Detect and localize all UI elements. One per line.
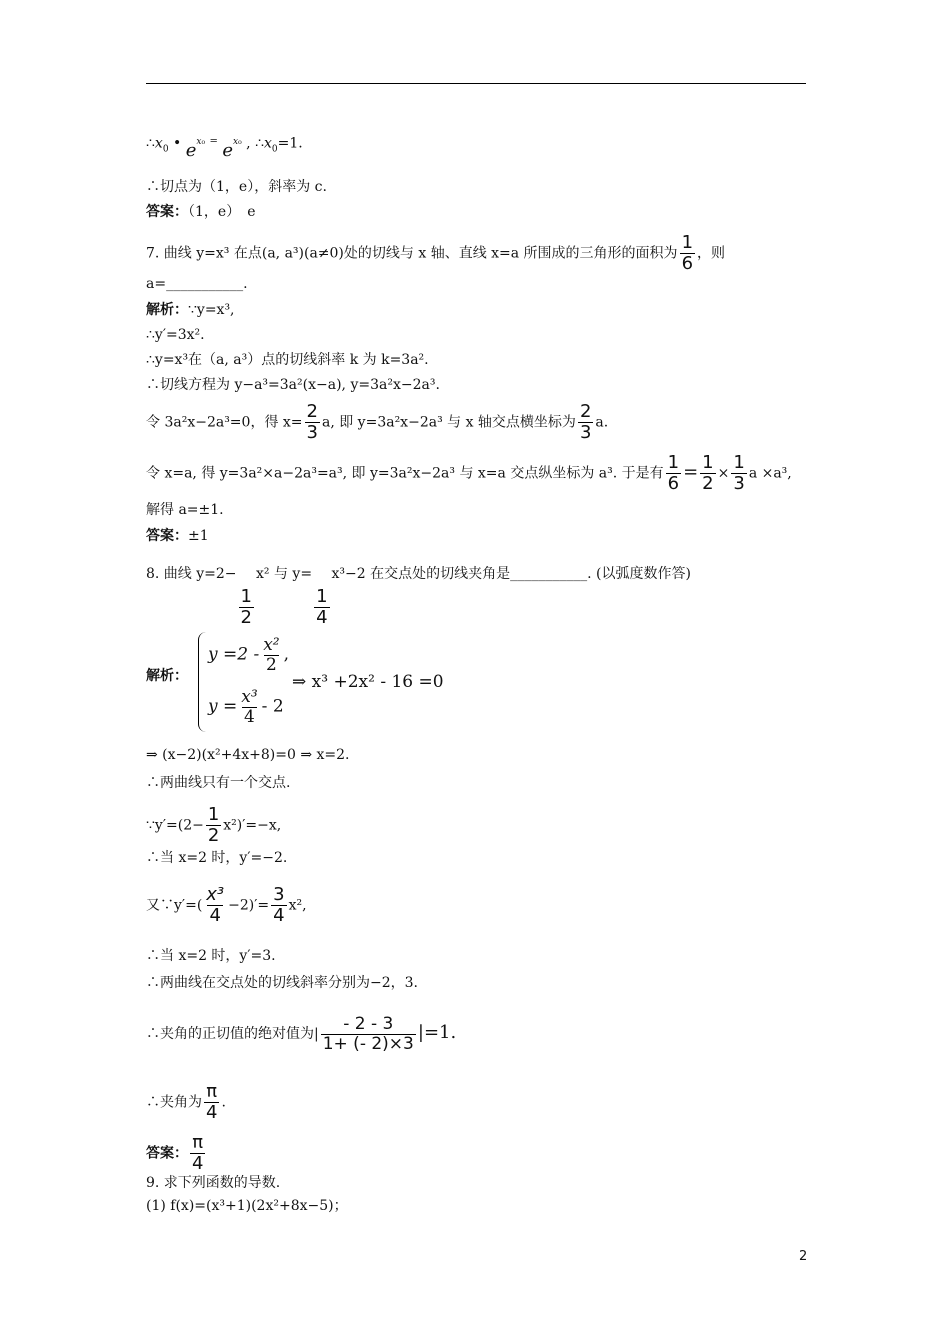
fraction: $\frac{1}{2}$ — [207, 804, 220, 846]
fraction: $\frac{\pi}{4}$ — [206, 1081, 218, 1123]
text-segment: x³−2 在交点处的切线夹角是___________. (以弧度数作答) — [331, 566, 691, 582]
text-segment: - 2 — [261, 696, 284, 717]
fraction: $\frac{1}{2}$ — [240, 586, 252, 628]
solution-8-line-5 — [146, 885, 307, 926]
solution-8-label: 解析： — [146, 668, 188, 684]
answer-label: 答案： — [146, 204, 188, 220]
text-segment: 8. 曲线 y=2− — [146, 566, 237, 582]
text-segment: a ×a³, — [748, 465, 792, 482]
fraction: $\frac{1}{6}$ — [681, 232, 694, 274]
fraction: $\frac{\text{x³}}{4}$ — [241, 687, 258, 727]
text-segment: 令 x=a, 得 y=3a²×a−2a³=a³, 即 y=3a²x−2a³ 与 x=a 交点纵坐标为 a³. 于是有 — [146, 465, 664, 482]
answer-label: 答案： — [146, 528, 188, 544]
text-segment: y =2 - — [208, 644, 260, 665]
question-7-text: 7. 曲线 y=x³ 在点(a, a³)(a≠0)处的切线与 x 轴、直线 x=a 所围成的三角形的面积为 — [146, 245, 678, 262]
question-9: 9. 求下列函数的导数. — [146, 1175, 281, 1191]
solution-8-line-3 — [146, 805, 281, 846]
fraction: $\frac{\pi}{4}$ — [192, 1132, 204, 1174]
fraction: $\frac{1}{3}$ — [733, 452, 745, 494]
text-segment: y = — [208, 696, 238, 717]
solution-7-line-1 — [146, 301, 235, 319]
answer-6 — [146, 203, 255, 221]
text-segment: −2)′= — [228, 897, 270, 914]
times: × — [717, 465, 730, 482]
solution-label: 解析： — [146, 302, 188, 318]
text-segment: x², — [288, 897, 307, 914]
text-segment: . — [221, 1094, 226, 1111]
text-segment: 令 3a²x−2a³=0，得 x= — [146, 414, 303, 431]
answer-7 — [146, 527, 209, 545]
answer-label: 答案： — [146, 1145, 188, 1162]
line-tangent-point: ∴切点为（1，e），斜率为 c. — [146, 179, 327, 195]
solution-7-line-7: 解得 a=±1. — [146, 502, 224, 518]
fraction: $\frac{2}{3}$ — [579, 401, 592, 443]
system-equation-2 — [208, 688, 284, 726]
solution-8-line-2: ∴两曲线只有一个交点. — [146, 775, 291, 791]
fraction: $\frac{- 2 - 3}{1+ (- 2)\times 3}$ — [322, 1014, 414, 1054]
equals: = — [683, 461, 699, 483]
page-number: 2 — [799, 1249, 808, 1264]
fraction: $\frac{1}{6}$ — [667, 452, 680, 494]
solution-7-line-2: ∴y′=3x². — [146, 327, 205, 343]
solution-8-line-9 — [146, 1082, 226, 1123]
text-segment: a, 即 y=3a²x−2a³ 与 x 轴交点横坐标为 — [321, 414, 576, 431]
fraction: $\frac{2}{3}$ — [306, 401, 318, 443]
fraction: $\frac{\text{x²}}{2}$ — [263, 635, 280, 675]
solution-8-line-4: ∴当 x=2 时，y′=−2. — [146, 850, 288, 866]
solution-7-line-6 — [146, 453, 792, 494]
fraction: $\frac{1}{4}$ — [316, 586, 328, 628]
solution-7-line-5 — [146, 402, 608, 443]
system-brace — [198, 632, 207, 732]
text-segment: ∴夹角为 — [146, 1094, 202, 1111]
answer-8 — [146, 1133, 207, 1174]
text-segment: ∵y′=(2− — [146, 817, 204, 834]
text-segment: 又∵y′=( — [146, 897, 203, 914]
text-segment: , — [283, 644, 290, 665]
text-segment: |=1. — [417, 1022, 457, 1044]
solution-8-line-1: ⇒ (x−2)(x²+4x+8)=0 ⇒ x=2. — [146, 747, 350, 763]
system-equation-1 — [208, 636, 289, 674]
answer-text: （1，e） e — [188, 204, 256, 220]
solution-text: ∵y=x³, — [188, 302, 235, 318]
system-result: ⇒ x³ +2x² - 16 =0 — [292, 672, 444, 692]
question-7 — [146, 233, 725, 274]
text-segment: ∴夹角的正切值的绝对值为| — [146, 1026, 319, 1043]
text-segment: x²)′=−x, — [223, 817, 282, 834]
question-8 — [146, 565, 691, 628]
fraction: $\frac{\text{x³}}{4}$ — [206, 884, 225, 926]
text-segment: a. — [595, 414, 609, 431]
question-9-part-1: (1) f(x)=(x³+1)(2x²+8x−5)； — [146, 1198, 348, 1214]
line-x0-equation: $\therefore x_0$ • $e^{x_0}$ = $e^{x_0}$ , $\therefore x_0=1$. — [146, 135, 303, 161]
solution-7-line-4: ∴切线方程为 y−a³=3a²(x−a), y=3a²x−2a³. — [146, 377, 440, 393]
question-7-tail: ，则 — [697, 245, 726, 262]
fraction: $\frac{3}{4}$ — [273, 884, 285, 926]
solution-7-line-3: ∴y=x³在（a, a³）点的切线斜率 k 为 k=3a². — [146, 352, 429, 368]
solution-8-line-6: ∴当 x=2 时，y′=3. — [146, 948, 276, 964]
header-rule — [146, 83, 806, 84]
question-7-blank: a=___________. — [146, 276, 248, 292]
text-segment: x² 与 y= — [256, 566, 313, 582]
solution-8-line-8 — [146, 1015, 456, 1053]
answer-text: ±1 — [188, 528, 209, 544]
solution-8-line-7: ∴两曲线在交点处的切线斜率分别为−2，3. — [146, 975, 418, 991]
fraction: $\frac{1}{2}$ — [702, 452, 714, 494]
